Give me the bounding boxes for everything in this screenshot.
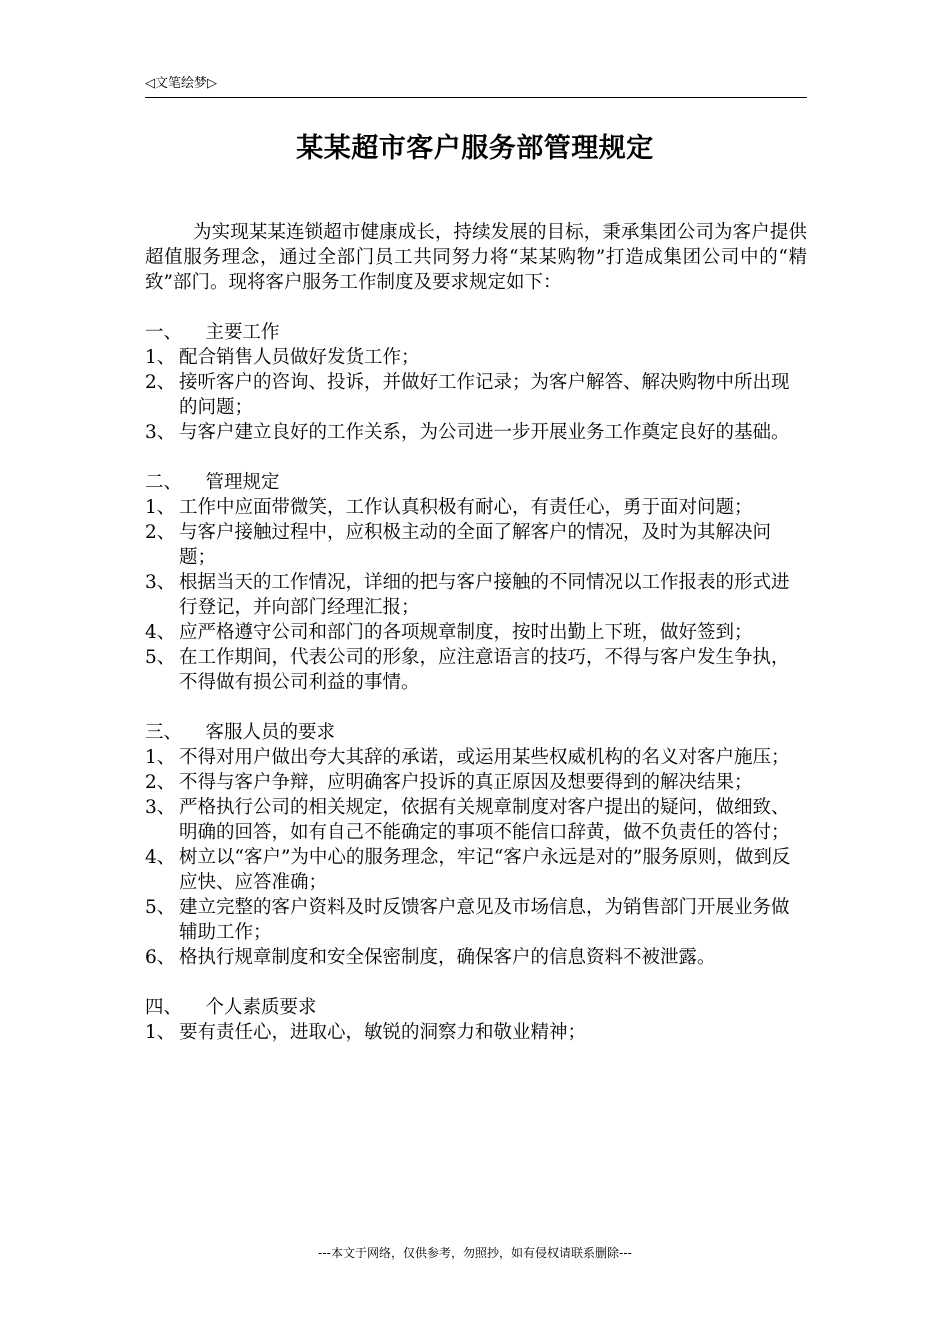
section-title: 管理规定: [205, 472, 280, 493]
list-item: [145, 370, 807, 420]
section-personal-quality: [145, 995, 807, 1045]
list-item: [145, 570, 807, 620]
list-item: [145, 420, 807, 445]
section-title: 主要工作: [205, 322, 280, 343]
section-heading: [145, 720, 807, 745]
list-item: [145, 945, 807, 970]
item-number: 1、: [145, 347, 176, 368]
intro-paragraph: 为实现某某连锁超市健康成长，持续发展的目标，秉承集团公司为客户提供超值服务理念，通过全部门员工共同努力将“某某购物”打造成集团公司中的“精致”部门。现将客户服务工作制度及要求规定如下：: [145, 222, 807, 293]
list-item: [145, 745, 807, 770]
page-footer-disclaimer: ---本文于网络，仅供参考，勿照抄，如有侵权请联系删除---: [318, 1246, 632, 1260]
list-item: [145, 345, 807, 370]
item-number: 2、: [145, 372, 176, 393]
item-text: 应严格遵守公司和部门的各项规章制度，按时出勤上下班，做好签到；: [179, 622, 753, 643]
section-heading: [145, 470, 807, 495]
list-item: [145, 620, 807, 645]
item-text: 在工作期间，代表公司的形象，应注意语言的技巧，不得与客户发生争执，不得做有损公司利益的事情。: [179, 647, 790, 693]
item-text: 根据当天的工作情况，详细的把与客户接触的不同情况以工作报表的形式进行登记，并向部门经理汇报；: [179, 572, 790, 618]
list-item: [145, 495, 807, 520]
item-number: 3、: [145, 797, 176, 818]
header-divider: [145, 97, 807, 98]
item-number: 2、: [145, 522, 176, 543]
section-title: 客服人员的要求: [205, 722, 336, 743]
item-number: 2、: [145, 772, 176, 793]
section-staff-requirements: [145, 720, 807, 970]
item-text: 与客户建立良好的工作关系，为公司进一步开展业务工作奠定良好的基础。: [179, 422, 790, 443]
section-heading: [145, 320, 807, 345]
item-number: 5、: [145, 897, 176, 918]
section-number: 二、: [145, 472, 183, 493]
section-management-rules: [145, 470, 807, 695]
item-text: 工作中应面带微笑，工作认真积极有耐心，有责任心，勇于面对问题；: [179, 497, 753, 518]
item-number: 6、: [145, 947, 176, 968]
item-text: 接听客户的咨询、投诉，并做好工作记录；为客户解答、解决购物中所出现的问题；: [179, 372, 790, 418]
section-number: 三、: [145, 722, 183, 743]
item-number: 4、: [145, 847, 176, 868]
item-text: 不得与客户争辩，应明确客户投诉的真正原因及想要得到的解决结果；: [179, 772, 753, 793]
section-main-work: [145, 320, 807, 445]
list-item: [145, 645, 807, 695]
list-item: [145, 895, 807, 945]
item-number: 1、: [145, 747, 176, 768]
item-text: 与客户接触过程中，应积极主动的全面了解客户的情况，及时为其解决问题；: [179, 522, 772, 568]
item-text: 严格执行公司的相关规定，依据有关规章制度对客户提出的疑问，做细致、明确的回答，如有自己不能确定的事项不能信口辞黄，做不负责任的答付；: [179, 797, 790, 843]
list-item: [145, 845, 807, 895]
item-number: 5、: [145, 647, 176, 668]
section-number: 四、: [145, 997, 183, 1018]
item-text: 建立完整的客户资料及时反馈客户意见及市场信息，为销售部门开展业务做辅助工作；: [179, 897, 790, 943]
item-number: 1、: [145, 1022, 176, 1043]
list-item: [145, 1020, 807, 1045]
list-item: [145, 795, 807, 845]
running-header: ◁文笔绘梦▷: [145, 76, 217, 91]
item-text: 不得对用户做出夸大其辞的承诺，或运用某些权威机构的名义对客户施压；: [179, 747, 790, 768]
section-title: 个人素质要求: [205, 997, 317, 1018]
item-number: 3、: [145, 422, 176, 443]
list-item: [145, 520, 807, 570]
document-body: [145, 220, 807, 1045]
item-number: 3、: [145, 572, 176, 593]
section-number: 一、: [145, 322, 183, 343]
item-text: 要有责任心，进取心，敏锐的洞察力和敬业精神；: [179, 1022, 587, 1043]
item-number: 1、: [145, 497, 176, 518]
document-title: 某某超市客户服务部管理规定: [296, 133, 654, 164]
list-item: [145, 770, 807, 795]
item-text: 配合销售人员做好发货工作；: [179, 347, 420, 368]
item-text: 格执行规章制度和安全保密制度，确保客户的信息资料不被泄露。: [179, 947, 716, 968]
item-text: 树立以“客户”为中心的服务理念，牢记“客户永远是对的”服务原则，做到反应快、应答准确；: [179, 847, 791, 893]
item-number: 4、: [145, 622, 176, 643]
section-heading: [145, 995, 807, 1020]
